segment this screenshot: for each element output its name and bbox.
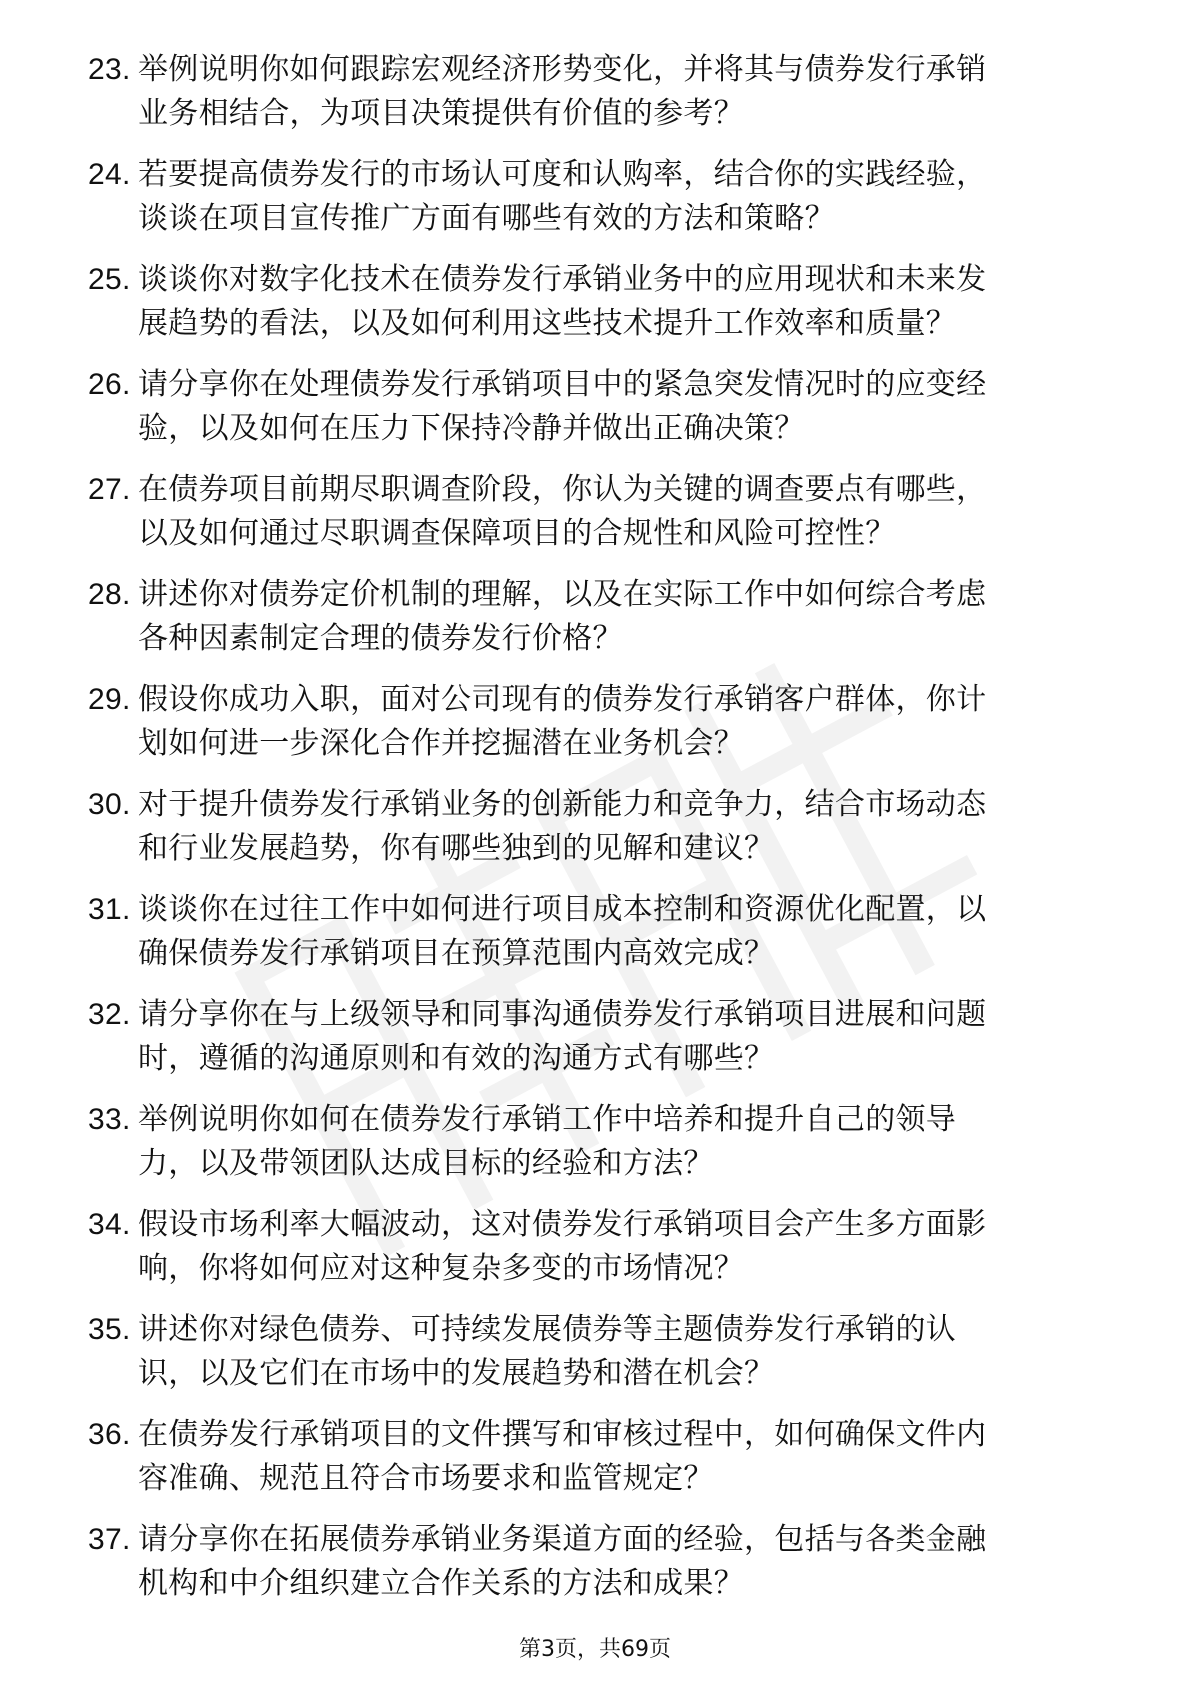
question-text-line: 讲述你对绿色债券、可持续发展债券等主题债券发行承销的认 <box>138 1312 957 1347</box>
question-item <box>88 1098 1108 1186</box>
question-item <box>88 993 1108 1081</box>
question-item <box>88 783 1108 871</box>
question-text-line: 假设你成功入职，面对公司现有的债券发行承销客户群体，你计 <box>138 682 987 717</box>
question-text-line: 时，遵循的沟通原则和有效的沟通方式有哪些？ <box>138 1041 775 1076</box>
question-item <box>88 48 1108 136</box>
question-item <box>88 1308 1108 1396</box>
question-text-line: 在债券发行承销项目的文件撰写和审核过程中，如何确保文件内 <box>138 1417 987 1452</box>
question-text-line: 确保债券发行承销项目在预算范围内高效完成？ <box>138 936 775 971</box>
question-number: 27. <box>88 473 131 506</box>
question-item <box>88 468 1108 556</box>
question-item <box>88 888 1108 976</box>
question-text-line: 请分享你在与上级领导和同事沟通债券发行承销项目进展和问题 <box>138 997 987 1032</box>
question-text-line: 展趋势的看法，以及如何利用这些技术提升工作效率和质量？ <box>138 306 957 341</box>
question-text-line: 识，以及它们在市场中的发展趋势和潜在机会？ <box>138 1356 775 1391</box>
question-text-line: 请分享你在拓展债券承销业务渠道方面的经验，包括与各类金融 <box>138 1522 987 1557</box>
question-number: 24. <box>88 158 131 191</box>
question-number: 35. <box>88 1313 131 1346</box>
question-text-line: 验，以及如何在压力下保持冷静并做出正确决策？ <box>138 411 805 446</box>
question-text-line: 划如何进一步深化合作并挖掘潜在业务机会？ <box>138 726 744 761</box>
question-text-line: 容准确、规范且符合市场要求和监管规定？ <box>138 1461 714 1496</box>
question-text-line: 响，你将如何应对这种复杂多变的市场情况？ <box>138 1251 744 1286</box>
question-text-line: 请分享你在处理债券发行承销项目中的紧急突发情况时的应变经 <box>138 367 987 402</box>
question-text-line: 以及如何通过尽职调查保障项目的合规性和风险可控性？ <box>138 516 896 551</box>
question-item <box>88 1413 1108 1501</box>
question-list <box>88 48 1108 1623</box>
question-number: 31. <box>88 893 131 926</box>
question-number: 23. <box>88 53 131 86</box>
question-item <box>88 1518 1108 1606</box>
question-item <box>88 678 1108 766</box>
question-text-line: 力，以及带领团队达成目标的经验和方法？ <box>138 1146 714 1181</box>
question-item <box>88 258 1108 346</box>
question-number: 36. <box>88 1418 131 1451</box>
question-text-line: 对于提升债券发行承销业务的创新能力和竞争力，结合市场动态 <box>138 787 987 822</box>
question-item <box>88 1203 1108 1291</box>
question-text-line: 在债券项目前期尽职调查阶段，你认为关键的调查要点有哪些， <box>138 472 987 507</box>
question-number: 25. <box>88 263 131 296</box>
question-number: 26. <box>88 368 131 401</box>
question-text-line: 举例说明你如何在债券发行承销工作中培养和提升自己的领导 <box>138 1102 957 1137</box>
question-number: 30. <box>88 788 131 821</box>
question-text-line: 谈谈在项目宣传推广方面有哪些有效的方法和策略？ <box>138 201 835 236</box>
question-number: 34. <box>88 1208 131 1241</box>
page-number-footer: 第3页，共69页 <box>519 1637 671 1662</box>
question-text-line: 讲述你对债券定价机制的理解，以及在实际工作中如何综合考虑 <box>138 577 987 612</box>
question-text-line: 举例说明你如何跟踪宏观经济形势变化，并将其与债券发行承销 <box>138 52 987 87</box>
question-text-line: 和行业发展趋势，你有哪些独到的见解和建议？ <box>138 831 775 866</box>
question-text-line: 各种因素制定合理的债券发行价格？ <box>138 621 623 656</box>
question-number: 33. <box>88 1103 131 1136</box>
question-item <box>88 153 1108 241</box>
question-number: 37. <box>88 1523 131 1556</box>
question-item <box>88 363 1108 451</box>
question-number: 32. <box>88 998 131 1031</box>
question-item <box>88 573 1108 661</box>
question-text-line: 假设市场利率大幅波动，这对债券发行承销项目会产生多方面影 <box>138 1207 987 1242</box>
question-text-line: 机构和中介组织建立合作关系的方法和成果？ <box>138 1566 744 1601</box>
question-text-line: 若要提高债券发行的市场认可度和认购率，结合你的实践经验， <box>138 157 987 192</box>
question-number: 29. <box>88 683 131 716</box>
question-text-line: 谈谈你在过往工作中如何进行项目成本控制和资源优化配置，以 <box>138 892 987 927</box>
question-text-line: 谈谈你对数字化技术在债券发行承销业务中的应用现状和未来发 <box>138 262 987 297</box>
question-number: 28. <box>88 578 131 611</box>
question-text-line: 业务相结合，为项目决策提供有价值的参考？ <box>138 96 744 131</box>
